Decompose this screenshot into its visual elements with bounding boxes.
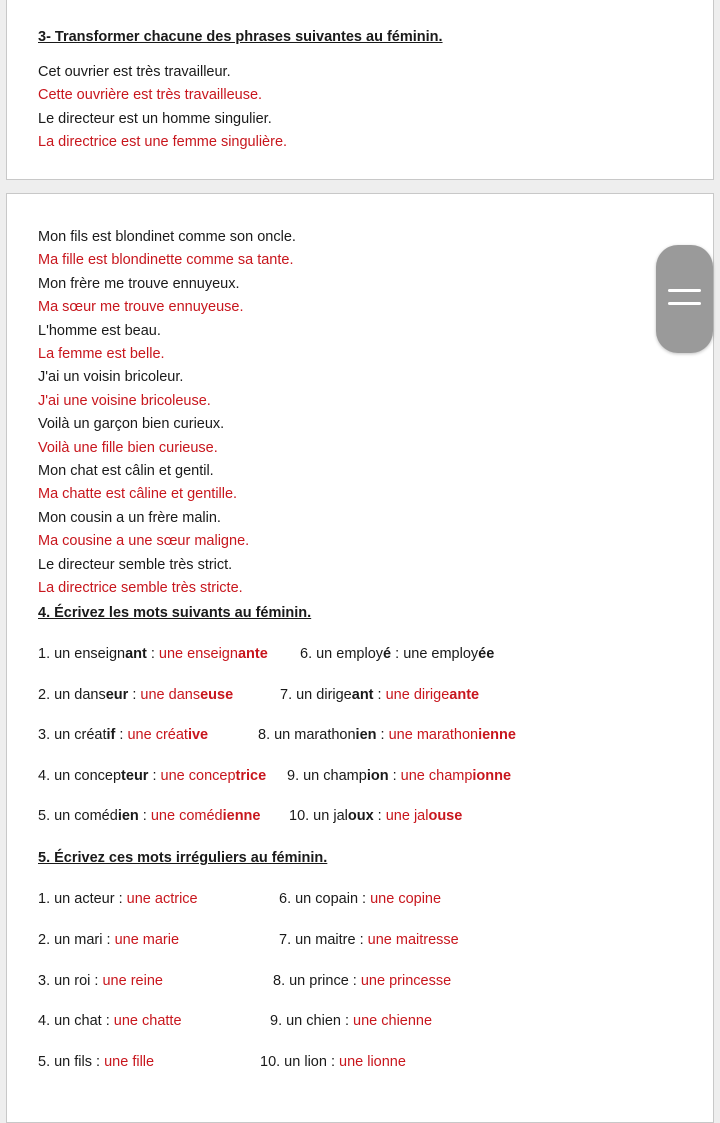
answer-segment: ienne bbox=[222, 808, 261, 824]
prompt-sentence: Voilà un garçon bien curieux. bbox=[38, 416, 225, 433]
word-segment: : une employ bbox=[391, 646, 479, 662]
answer-segment: une dirige bbox=[385, 686, 450, 703]
word-segment: eur bbox=[105, 686, 129, 703]
word-segment: 7. un maitre : bbox=[279, 931, 368, 948]
answer-sentence: Ma sœur me trouve ennuyeuse. bbox=[38, 299, 244, 316]
answer-sentence: Cette ouvrière est très travailleuse. bbox=[38, 87, 263, 104]
answer-segment: ive bbox=[187, 727, 209, 743]
word-segment: 5. un fils : bbox=[38, 1054, 105, 1071]
section-4-heading: 4. Écrivez les mots suivants au féminin. bbox=[38, 605, 312, 621]
answer-segment: ouse bbox=[428, 808, 463, 824]
answer-sentence: Ma chatte est câline et gentille. bbox=[38, 486, 238, 503]
word-segment: : bbox=[388, 767, 401, 784]
word-segment: ant bbox=[351, 686, 374, 703]
word-segment: 2. un mari : bbox=[38, 931, 115, 948]
scroll-grip-icon bbox=[668, 302, 701, 305]
prompt-sentence: J'ai un voisin bricoleur. bbox=[38, 369, 184, 386]
word-segment: 10. un lion : bbox=[260, 1054, 339, 1071]
word-segment: 6. un employ bbox=[300, 646, 384, 662]
word-item bbox=[38, 1013, 182, 1029]
word-segment: 10. un jal bbox=[289, 808, 348, 824]
answer-segment: une chatte bbox=[113, 1013, 182, 1030]
word-item bbox=[273, 973, 451, 989]
word-item bbox=[279, 891, 441, 907]
word-segment: 4. un chat : bbox=[38, 1013, 114, 1030]
word-item bbox=[289, 808, 462, 824]
word-item bbox=[38, 932, 179, 948]
answer-segment: une reine bbox=[102, 972, 163, 989]
answer-segment: une lionne bbox=[339, 1054, 406, 1071]
prompt-sentence: Mon frère me trouve ennuyeux. bbox=[38, 275, 240, 292]
section-5-heading: 5. Écrivez ces mots irréguliers au féminin. bbox=[38, 850, 328, 866]
scrollbar-thumb[interactable] bbox=[656, 245, 713, 353]
word-item bbox=[38, 646, 268, 662]
answer-sentence: La directrice semble très stricte. bbox=[38, 580, 243, 596]
word-item bbox=[280, 687, 479, 703]
answer-segment: trice bbox=[235, 767, 267, 784]
word-segment: : bbox=[138, 808, 151, 824]
answer-segment: une enseign bbox=[158, 646, 238, 662]
answer-sentence: La directrice est une femme singulière. bbox=[38, 133, 288, 150]
prompt-sentence: Mon cousin a un frère malin. bbox=[38, 509, 221, 526]
answer-segment: une jal bbox=[385, 808, 429, 824]
word-segment: : bbox=[128, 686, 141, 703]
answer-segment: une concep bbox=[160, 767, 236, 784]
answer-sentence: La femme est belle. bbox=[38, 346, 165, 362]
word-segment: : bbox=[376, 727, 389, 743]
word-segment: 4. un concep bbox=[38, 767, 122, 784]
answer-segment: une créat bbox=[127, 727, 188, 743]
answer-segment: une champ bbox=[400, 767, 473, 784]
word-item bbox=[38, 687, 233, 703]
answer-sentence: Voilà une fille bien curieuse. bbox=[38, 439, 218, 456]
word-item bbox=[258, 727, 516, 743]
word-segment: 8. un prince : bbox=[273, 972, 361, 989]
answer-segment: une actrice bbox=[126, 891, 198, 907]
answer-sentence: Ma cousine a une sœur maligne. bbox=[38, 533, 250, 550]
word-segment: 5. un coméd bbox=[38, 808, 118, 824]
word-segment: 9. un chien : bbox=[270, 1013, 354, 1030]
prompt-sentence: Cet ouvrier est très travailleur. bbox=[38, 64, 231, 80]
word-item bbox=[260, 1054, 406, 1070]
answer-segment: euse bbox=[200, 686, 234, 703]
prompt-sentence: Mon fils est blondinet comme son oncle. bbox=[38, 229, 296, 245]
answer-segment: ionne bbox=[472, 767, 512, 784]
word-item bbox=[38, 973, 163, 989]
word-segment: ien bbox=[355, 727, 377, 743]
word-item bbox=[38, 891, 198, 907]
word-segment: 2. un dans bbox=[38, 686, 106, 703]
word-segment: 3. un créat bbox=[38, 727, 107, 743]
answer-segment: ante bbox=[237, 646, 268, 662]
word-segment: 7. un dirige bbox=[280, 686, 352, 703]
answer-segment: une fille bbox=[104, 1054, 155, 1071]
word-item bbox=[279, 932, 459, 948]
word-segment: 9. un champ bbox=[287, 767, 367, 784]
answer-segment: une copine bbox=[370, 891, 442, 907]
word-segment: : bbox=[148, 767, 161, 784]
word-segment: é bbox=[383, 646, 392, 662]
word-segment: ée bbox=[478, 646, 495, 662]
answer-sentence: J'ai une voisine bricoleuse. bbox=[38, 392, 211, 409]
word-item bbox=[38, 1054, 154, 1070]
prompt-sentence: Le directeur semble très strict. bbox=[38, 556, 233, 573]
answer-segment: une dans bbox=[140, 686, 201, 703]
word-segment: 3. un roi : bbox=[38, 972, 103, 989]
word-segment: : bbox=[373, 808, 386, 824]
word-segment: : bbox=[146, 646, 159, 662]
prompt-sentence: L'homme est beau. bbox=[38, 322, 161, 339]
word-item bbox=[38, 768, 266, 784]
word-item bbox=[38, 727, 208, 743]
word-segment: oux bbox=[347, 808, 374, 824]
section-3-heading: 3- Transformer chacune des phrases suivantes au féminin. bbox=[38, 29, 443, 45]
word-segment: 1. un acteur : bbox=[38, 891, 127, 907]
word-item bbox=[300, 646, 494, 662]
answer-segment: une marie bbox=[114, 931, 180, 948]
word-segment: 6. un copain : bbox=[279, 891, 371, 907]
answer-segment: ante bbox=[449, 686, 480, 703]
word-segment: if bbox=[106, 727, 116, 743]
word-segment: teur bbox=[121, 767, 149, 784]
word-segment: : bbox=[115, 727, 128, 743]
answer-segment: ienne bbox=[478, 727, 516, 743]
answer-segment: une marathon bbox=[388, 727, 479, 743]
word-segment: ant bbox=[125, 646, 147, 662]
word-item bbox=[287, 768, 511, 784]
prompt-sentence: Mon chat est câlin et gentil. bbox=[38, 463, 214, 479]
word-segment: 8. un marathon bbox=[258, 727, 356, 743]
answer-sentence: Ma fille est blondinette comme sa tante. bbox=[38, 252, 294, 269]
answer-segment: une chienne bbox=[353, 1013, 433, 1030]
prompt-sentence: Le directeur est un homme singulier. bbox=[38, 110, 272, 127]
answer-segment: une princesse bbox=[360, 972, 452, 989]
word-item bbox=[270, 1013, 432, 1029]
word-segment: ion bbox=[366, 767, 389, 784]
word-segment: 1. un enseign bbox=[38, 646, 126, 662]
word-segment: ien bbox=[117, 808, 139, 824]
answer-segment: une coméd bbox=[150, 808, 223, 824]
scroll-grip-icon bbox=[668, 289, 701, 292]
answer-segment: une maitresse bbox=[367, 931, 459, 948]
word-segment: : bbox=[373, 686, 386, 703]
word-item bbox=[38, 808, 260, 824]
